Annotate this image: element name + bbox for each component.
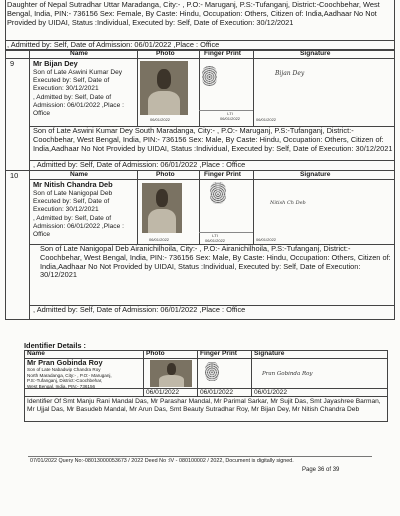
- photo-date: 06/01/2022: [149, 237, 170, 242]
- identifier-fingerprint: [205, 362, 219, 381]
- executant-photo: [140, 61, 188, 115]
- header-finger-print: Finger Print: [204, 171, 241, 178]
- identifier-header-photo: Photo: [146, 350, 165, 357]
- header-finger-print: Finger Print: [204, 50, 241, 57]
- executant-address: Son of Late Aswini Kumar Dey South Maradanga, City:- , P.O:- Maruganj, P.S:-Tufanganj, District:-Coochbehar, West Bengal, India, PIN:- 736156 Sex: Male, By Caste: Hindu, Occupation: Others, Citizen of: India,Aadhaar No Not Provided by UIDAI, Status :Individual, Executed by: Self, Date of Execution: 30/12/2021: [33, 126, 393, 153]
- identifier-signature: Pran Gobinda Roy: [262, 371, 313, 377]
- identifier-details: Son of Late Nabadwip Chandra Roy North Maradanga, City:- , P.O:- Maruganj, P.S:-Tufanganj, District:-Coochbehar, West Bengal, India, PIN:- 736156: [27, 367, 112, 389]
- header-photo: Photo: [156, 171, 175, 178]
- executant-address: Son of Late Nanigopal Deb Airanichilhoila, City:- , P.O:- Airanichilhoila, P.S:-Tufanganj, District:-Coochbehar, West Bengal, India, PIN:- 736156 Sex: Male, By Caste: Hindu, Occupation: Others, Citizen of: India,Aadhaar No Not Provided by UIDAI, Status :Individual, Executed by: Self, Date of Execution: 30/12/2021: [40, 244, 391, 280]
- identifier-fingerprint-date: 06/01/2022: [200, 389, 234, 396]
- executant-admitted: , Admitted by: Self, Date of Admission: 06/01/2022 ,Place : Office: [33, 305, 246, 314]
- identifier-of-list: Identifier Of Smt Manju Rani Mandal Das, Mr Parashar Mandal, Mr Parimal Sarkar, Mr Sujit Das, Smt Jayashree Barman, Mr Ujjal Das, Mr Basudeb Mandal, Mr Arun Das, Smt Beauty Sutradhar Roy, Mr Bijan Dey, Mr Nitish Chandra Deb: [27, 398, 381, 414]
- fingerprint-image: [202, 66, 217, 86]
- executant-details: Son of Late Nanigopal Deb Executed by: Self, Date of Execution: 30/12/2021 , Admitted by: Self, Date of Admission: 06/01/2022 ,Place : Office: [33, 190, 124, 239]
- signature-image: Bijan Dey: [275, 70, 305, 77]
- identifier-signature-date: 06/01/2022: [254, 389, 288, 396]
- executant-name: Mr Bijan Dey: [33, 59, 78, 68]
- identifier-heading: Identifier Details :: [24, 341, 87, 350]
- header-signature: Signature: [300, 50, 331, 57]
- fingerprint-image: [210, 182, 226, 204]
- identifier-photo: [150, 360, 192, 387]
- fingerprint-caption: LTI 06/01/2022: [205, 233, 226, 243]
- photo-date: 06/01/2022: [150, 117, 171, 122]
- executant-details: Son of Late Aswini Kumar Dey Executed by: Self, Date of Execution: 30/12/2021 , Admitted by: Self, Date of Admission: 06/01/2022 ,Place : Office: [33, 69, 124, 118]
- footer-query-line: 07/01/2022 Query No:-08013000053673 / 2022 Deed No :IV - 080100002 / 2022, Document is digitally signed.: [30, 458, 294, 464]
- signature-image: Nitish Ch Deb: [270, 200, 306, 206]
- executant-name: Mr Nitish Chandra Deb: [33, 180, 113, 189]
- top-admitted-text: , Admitted by: Self, Date of Admission: 06/01/2022 ,Place : Office: [7, 40, 220, 49]
- header-name: Name: [70, 171, 88, 178]
- page-number: Page 36 of 39: [302, 467, 340, 473]
- serial-number: 9: [10, 59, 15, 68]
- top-continuation-text: Daughter of Nepal Sutradhar Uttar Maradanga, City:- , P.O:- Maruganj, P.S:-Tufanganj, District:-Coochbehar, West Bengal, India, PIN:- 736156 Sex: Female, By Caste: Hindu, Occupation: Others, Citizen of: India,Aadhaar No Not Provided by UIDAI, Status :Individual, Executed by: Self, Date of Execution: 30/12/2021: [7, 0, 380, 27]
- identifier-header-finger-print: Finger Print: [200, 350, 237, 357]
- executant-photo: [142, 183, 182, 233]
- executant-admitted: , Admitted by: Self, Date of Admission: 06/01/2022 ,Place : Office: [33, 160, 246, 169]
- header-signature: Signature: [300, 171, 331, 178]
- fingerprint-caption: LTI 06/01/2022: [220, 111, 241, 121]
- identifier-header-name: Name: [27, 350, 45, 357]
- header-photo: Photo: [156, 50, 175, 57]
- serial-number: 10: [10, 171, 19, 180]
- header-name: Name: [70, 50, 88, 57]
- identifier-name: Mr Pran Gobinda Roy: [27, 358, 103, 367]
- signature-date: 06/01/2022: [256, 117, 277, 122]
- identifier-header-signature: Signature: [254, 350, 285, 357]
- identifier-photo-date: 06/01/2022: [146, 389, 180, 396]
- signature-date: 06/01/2022: [256, 237, 277, 242]
